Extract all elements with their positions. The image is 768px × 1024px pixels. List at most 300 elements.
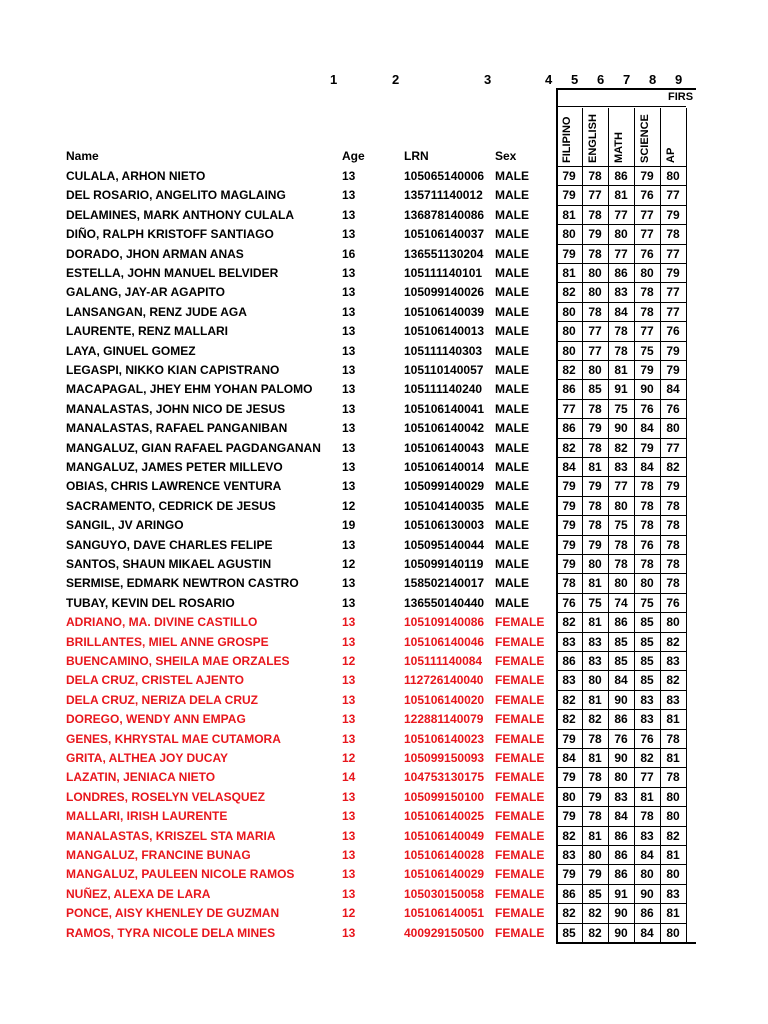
row-divider: [556, 612, 686, 613]
grade-cell: 81: [666, 712, 680, 727]
student-lrn: 105099140026: [404, 285, 485, 300]
grade-cell: 80: [640, 266, 654, 280]
table-row: [0, 573, 768, 592]
student-age: 13: [342, 848, 356, 862]
grade-cell: 78: [588, 440, 602, 455]
grade-cell: 77: [562, 401, 576, 416]
grade-cell: 76: [666, 595, 680, 610]
column-number: 7: [623, 72, 631, 87]
student-age: 13: [342, 169, 356, 183]
grade-cell: 78: [562, 576, 576, 591]
grade-cell: 80: [666, 925, 680, 940]
subject-math: MATH: [613, 132, 625, 163]
student-sex: FEMALE: [495, 906, 545, 921]
grade-cell: 79: [562, 498, 576, 513]
student-lrn: 135711140012: [404, 188, 483, 203]
grade-cell: 75: [640, 595, 654, 610]
grade-cell: 79: [562, 770, 576, 785]
student-age: 13: [342, 363, 356, 377]
grade-cell: 84: [614, 304, 628, 319]
row-divider: [556, 884, 686, 885]
student-age: 13: [342, 401, 356, 416]
grade-cell: 79: [588, 227, 602, 242]
grade-cell: 80: [588, 266, 602, 280]
student-sex: MALE: [495, 343, 529, 358]
grade-cell: 85: [614, 654, 628, 668]
grade-cell: 90: [614, 906, 628, 921]
student-name: DOREGO, WENDY ANN EMPAG: [66, 712, 246, 727]
student-age: 13: [342, 789, 356, 804]
student-sex: FEMALE: [495, 751, 545, 765]
column-number: 5: [571, 72, 579, 87]
grade-cell: 78: [640, 557, 654, 571]
grade-cell: 82: [666, 673, 680, 688]
grade-cell: 86: [614, 169, 628, 183]
row-divider: [556, 321, 686, 322]
table-row: [0, 554, 768, 573]
row-divider: [556, 418, 686, 419]
student-age: 12: [342, 654, 356, 668]
grade-cell: 77: [588, 324, 602, 339]
grade-cell: 79: [588, 867, 602, 882]
row-divider: [556, 185, 686, 186]
grade-cell: 82: [562, 906, 576, 921]
grade-cell: 77: [666, 188, 680, 203]
student-lrn: 105106140029: [404, 867, 485, 882]
row-divider: [556, 923, 686, 924]
grade-cell: 76: [640, 246, 654, 261]
grade-cell: 80: [588, 363, 602, 377]
student-sex: MALE: [495, 304, 529, 319]
row-divider: [556, 515, 686, 516]
student-sex: FEMALE: [495, 828, 545, 843]
grade-cell: 79: [666, 363, 680, 377]
grade-cell: 83: [640, 692, 654, 707]
grade-cell: 84: [562, 751, 576, 765]
grade-cell: 80: [562, 343, 576, 358]
grade-cell: 85: [614, 634, 628, 649]
row-divider: [556, 864, 686, 865]
student-sex: FEMALE: [495, 712, 545, 727]
subject-filipino: FILIPINO: [561, 116, 573, 163]
grade-cell: 78: [588, 770, 602, 785]
student-name: MACAPAGAL, JHEY EHM YOHAN PALOMO: [66, 382, 313, 397]
table-row: [0, 593, 768, 612]
student-lrn: 105106140041: [404, 401, 485, 416]
grade-cell: 78: [640, 518, 654, 533]
student-sex: MALE: [495, 266, 529, 280]
grade-cell: 75: [614, 518, 628, 533]
grade-cell: 80: [588, 848, 602, 862]
student-lrn: 105106140051: [404, 906, 485, 921]
student-lrn: 136878140086: [404, 207, 485, 222]
student-name: LAZATIN, JENIACA NIETO: [66, 770, 216, 785]
column-number: 9: [675, 72, 683, 87]
grade-cell: 84: [640, 421, 654, 436]
table-row: [0, 263, 768, 282]
student-name: LAYA, GINUEL GOMEZ: [66, 343, 196, 358]
grade-cell: 77: [614, 246, 628, 261]
grade-cell: 82: [562, 285, 576, 300]
grade-cell: 82: [588, 712, 602, 727]
grade-cell: 82: [588, 906, 602, 921]
student-lrn: 105106140039: [404, 304, 485, 319]
grade-cell: 80: [666, 789, 680, 804]
grade-cell: 76: [562, 595, 576, 610]
grade-cell: 78: [640, 479, 654, 494]
table-row: [0, 205, 768, 224]
grade-cell: 78: [614, 557, 628, 571]
student-sex: MALE: [495, 479, 529, 494]
table-row: [0, 923, 768, 942]
student-name: GRITA, ALTHEA JOY DUCAY: [66, 751, 229, 765]
student-sex: FEMALE: [495, 848, 545, 862]
grade-cell: 86: [614, 848, 628, 862]
grade-cell: 79: [640, 169, 654, 183]
student-sex: MALE: [495, 207, 529, 222]
student-age: 13: [342, 207, 356, 222]
grade-cell: 81: [562, 207, 576, 222]
student-name: SACRAMENTO, CEDRICK DE JESUS: [66, 498, 276, 513]
student-sex: FEMALE: [495, 886, 545, 901]
grade-cell: 85: [640, 634, 654, 649]
grade-cell: 85: [640, 673, 654, 688]
table-row: [0, 418, 768, 437]
grade-cell: 79: [640, 363, 654, 377]
student-lrn: 105106140013: [404, 324, 485, 339]
grade-cell: 82: [562, 712, 576, 727]
grade-cell: 79: [588, 789, 602, 804]
grade-cell: 84: [614, 673, 628, 688]
student-name: PONCE, AISY KHENLEY DE GUZMAN: [66, 906, 280, 921]
grade-cell: 80: [666, 867, 680, 882]
table-row: [0, 806, 768, 825]
student-name: DIÑO, RALPH KRISTOFF SANTIAGO: [66, 227, 274, 242]
grade-cell: 81: [666, 906, 680, 921]
row-divider: [556, 767, 686, 768]
table-row: [0, 845, 768, 864]
student-sex: MALE: [495, 382, 529, 397]
grade-cell: 75: [614, 401, 628, 416]
table-row: [0, 690, 768, 709]
student-name: MANGALUZ, GIAN RAFAEL PAGDANGANAN: [66, 440, 321, 455]
student-age: 13: [342, 576, 356, 591]
student-name: SANGIL, JV ARINGO: [66, 518, 184, 533]
column-number: 1: [330, 72, 338, 87]
grade-cell: 76: [666, 324, 680, 339]
student-lrn: 105030150058: [404, 886, 485, 901]
grade-cell: 78: [666, 731, 680, 746]
student-name: LEGASPI, NIKKO KIAN CAPISTRANO: [66, 363, 280, 377]
grade-cell: 82: [640, 751, 654, 765]
row-divider: [556, 438, 686, 439]
student-sex: MALE: [495, 440, 529, 455]
grade-cell: 79: [562, 169, 576, 183]
grade-cell: 86: [562, 886, 576, 901]
student-lrn: 105106140049: [404, 828, 485, 843]
student-name: MANALASTAS, JOHN NICO DE JESUS: [66, 401, 286, 416]
table-row: [0, 224, 768, 243]
column-number: 4: [545, 72, 553, 87]
student-lrn: 105065140006: [404, 169, 485, 183]
student-lrn: 105099150093: [404, 751, 485, 765]
student-sex: MALE: [495, 188, 529, 203]
grade-cell: 81: [588, 692, 602, 707]
student-sex: MALE: [495, 285, 529, 300]
grade-cell: 79: [666, 266, 680, 280]
grade-cell: 79: [588, 421, 602, 436]
row-divider: [556, 690, 686, 691]
grade-cell: 79: [562, 557, 576, 571]
grade-cell: 78: [640, 285, 654, 300]
grade-cell: 81: [614, 363, 628, 377]
student-lrn: 105106140025: [404, 809, 485, 824]
grade-cell: 81: [588, 828, 602, 843]
grade-cell: 83: [614, 460, 628, 474]
grade-cell: 84: [614, 809, 628, 824]
grade-cell: 80: [562, 304, 576, 319]
student-sex: FEMALE: [495, 654, 545, 668]
student-age: 13: [342, 615, 356, 630]
grade-cell: 90: [614, 925, 628, 940]
student-name: ADRIANO, MA. DIVINE CASTILLO: [66, 615, 258, 630]
student-sex: FEMALE: [495, 809, 545, 824]
grade-cell: 82: [614, 440, 628, 455]
student-sex: MALE: [495, 227, 529, 242]
table-row: [0, 438, 768, 457]
grade-cell: 83: [588, 654, 602, 668]
grade-cell: 85: [640, 654, 654, 668]
student-age: 13: [342, 809, 356, 824]
student-age: 13: [342, 479, 356, 494]
grade-cell: 83: [666, 654, 680, 668]
grade-cell: 84: [666, 382, 680, 397]
grade-cell: 78: [588, 169, 602, 183]
grade-cell: 81: [588, 576, 602, 591]
grade-cell: 86: [614, 828, 628, 843]
grade-cell: 78: [588, 518, 602, 533]
row-divider: [556, 282, 686, 283]
row-divider: [556, 166, 686, 167]
student-sex: MALE: [495, 421, 529, 436]
student-name: GENES, KHRYSTAL MAE CUTAMORA: [66, 731, 281, 746]
grade-cell: 80: [588, 557, 602, 571]
student-age: 13: [342, 867, 356, 882]
grade-cell: 78: [588, 246, 602, 261]
row-divider: [556, 496, 686, 497]
grade-cell: 83: [614, 789, 628, 804]
student-name: CULALA, ARHON NIETO: [66, 169, 206, 183]
grade-cell: 77: [640, 324, 654, 339]
grade-cell: 84: [640, 848, 654, 862]
student-lrn: 136550140440: [404, 595, 485, 610]
subject-ap: AP: [665, 147, 677, 163]
grade-cell: 82: [562, 692, 576, 707]
student-name: RAMOS, TYRA NICOLE DELA MINES: [66, 925, 276, 940]
grade-cell: 76: [640, 188, 654, 203]
student-sex: MALE: [495, 169, 529, 183]
grade-cell: 78: [588, 731, 602, 746]
grade-cell: 84: [562, 460, 576, 474]
student-age: 13: [342, 886, 356, 901]
table-row: [0, 457, 768, 476]
grade-cell: 78: [666, 557, 680, 571]
student-age: 13: [342, 537, 356, 552]
grade-cell: 90: [614, 421, 628, 436]
grade-cell: 82: [562, 615, 576, 630]
grade-cell: 86: [614, 867, 628, 882]
student-age: 13: [342, 460, 356, 474]
student-name: LONDRES, ROSELYN VELASQUEZ: [66, 789, 265, 804]
student-name: LAURENTE, RENZ MALLARI: [66, 324, 228, 339]
grade-cell: 80: [666, 809, 680, 824]
grade-cell: 78: [666, 537, 680, 552]
grade-cell: 80: [666, 615, 680, 630]
student-age: 12: [342, 498, 356, 513]
grade-cell: 78: [666, 576, 680, 591]
student-sex: MALE: [495, 576, 529, 591]
grade-cell: 79: [562, 246, 576, 261]
grade-cell: 85: [640, 615, 654, 630]
table-row: [0, 341, 768, 360]
grade-cell: 76: [614, 731, 628, 746]
student-name: GALANG, JAY-AR AGAPITO: [66, 285, 225, 300]
grade-cell: 80: [666, 421, 680, 436]
grade-cell: 80: [588, 285, 602, 300]
student-lrn: 105106140046: [404, 634, 485, 649]
grade-cell: 83: [640, 712, 654, 727]
student-age: 13: [342, 634, 356, 649]
table-row: [0, 670, 768, 689]
student-name: MANGALUZ, FRANCINE BUNAG: [66, 848, 251, 862]
student-name: DELA CRUZ, CRISTEL AJENTO: [66, 673, 245, 688]
student-lrn: 105104140035: [404, 498, 485, 513]
row-divider: [556, 826, 686, 827]
grade-cell: 80: [614, 770, 628, 785]
student-name: MALLARI, IRISH LAURENTE: [66, 809, 228, 824]
student-age: 13: [342, 324, 356, 339]
table-row: [0, 515, 768, 534]
student-name: SANTOS, SHAUN MIKAEL AGUSTIN: [66, 557, 272, 571]
grade-cell: 76: [640, 537, 654, 552]
grade-cell: 81: [666, 751, 680, 765]
table-row: [0, 496, 768, 515]
grade-cell: 81: [588, 751, 602, 765]
grade-cell: 76: [666, 401, 680, 416]
student-lrn: 105106140043: [404, 440, 485, 455]
grade-cell: 86: [562, 421, 576, 436]
row-divider: [556, 224, 686, 225]
table-row: [0, 612, 768, 631]
grade-cell: 75: [640, 343, 654, 358]
grade-cell: 77: [666, 246, 680, 261]
table-row: [0, 748, 768, 767]
student-age: 12: [342, 557, 356, 571]
grade-cell: 77: [614, 207, 628, 222]
table-row: [0, 360, 768, 379]
grade-cell: 82: [562, 828, 576, 843]
grade-cell: 79: [588, 537, 602, 552]
grade-cell: 86: [614, 712, 628, 727]
grade-cell: 80: [562, 789, 576, 804]
column-number: 8: [649, 72, 657, 87]
table-row: [0, 302, 768, 321]
student-age: 13: [342, 828, 356, 843]
student-age: 13: [342, 440, 356, 455]
grade-cell: 78: [614, 343, 628, 358]
grade-cell: 77: [640, 227, 654, 242]
subject-science: SCIENCE: [639, 114, 651, 163]
grade-cell: 79: [562, 479, 576, 494]
row-divider: [556, 806, 686, 807]
grade-cell: 84: [640, 925, 654, 940]
student-lrn: 158502140017: [404, 576, 485, 591]
student-lrn: 105106140042: [404, 421, 485, 436]
student-age: 13: [342, 595, 356, 610]
grade-cell: 90: [614, 692, 628, 707]
grade-cell: 78: [588, 809, 602, 824]
grade-cell: 81: [666, 848, 680, 862]
grade-cell: 79: [666, 343, 680, 358]
row-divider: [556, 341, 686, 342]
student-name: LANSANGAN, RENZ JUDE AGA: [66, 304, 247, 319]
student-age: 13: [342, 285, 356, 300]
student-name: SANGUYO, DAVE CHARLES FELIPE: [66, 537, 273, 552]
grade-cell: 80: [614, 227, 628, 242]
row-divider: [556, 845, 686, 846]
grade-cell: 79: [562, 809, 576, 824]
student-age: 12: [342, 906, 356, 921]
grade-cell: 82: [588, 925, 602, 940]
student-sex: MALE: [495, 537, 529, 552]
row-divider: [556, 748, 686, 749]
row-divider: [556, 302, 686, 303]
grade-cell: 86: [640, 906, 654, 921]
student-age: 13: [342, 343, 356, 358]
grade-cell: 82: [666, 634, 680, 649]
student-sex: FEMALE: [495, 867, 545, 882]
student-name: DORADO, JHON ARMAN ANAS: [66, 246, 244, 261]
grade-cell: 78: [614, 324, 628, 339]
student-name: MANALASTAS, RAFAEL PANGANIBAN: [66, 421, 288, 436]
student-sex: FEMALE: [495, 692, 545, 707]
student-lrn: 105106140014: [404, 460, 485, 474]
student-age: 13: [342, 673, 356, 688]
grade-cell: 82: [562, 363, 576, 377]
student-name: BRILLANTES, MIEL ANNE GROSPE: [66, 634, 269, 649]
row-divider: [556, 360, 686, 361]
grade-cell: 79: [666, 207, 680, 222]
grade-cell: 76: [640, 401, 654, 416]
grade-cell: 78: [666, 498, 680, 513]
grade-cell: 77: [640, 207, 654, 222]
header-sex: Sex: [495, 149, 517, 163]
grade-cell: 81: [640, 789, 654, 804]
row-divider: [556, 244, 686, 245]
grade-cell: 78: [588, 498, 602, 513]
grade-cell: 77: [666, 440, 680, 455]
grade-cell: 76: [640, 731, 654, 746]
student-lrn: 105095140044: [404, 537, 485, 552]
grade-cell: 80: [562, 227, 576, 242]
quarter-label: FIRS: [668, 91, 694, 103]
student-name: DELA CRUZ, NERIZA DELA CRUZ: [66, 692, 258, 707]
student-lrn: 105106130003: [404, 518, 485, 533]
student-sex: FEMALE: [495, 731, 545, 746]
student-age: 13: [342, 692, 356, 707]
grade-cell: 82: [666, 460, 680, 474]
student-name: OBIAS, CHRIS LAWRENCE VENTURA: [66, 479, 282, 494]
